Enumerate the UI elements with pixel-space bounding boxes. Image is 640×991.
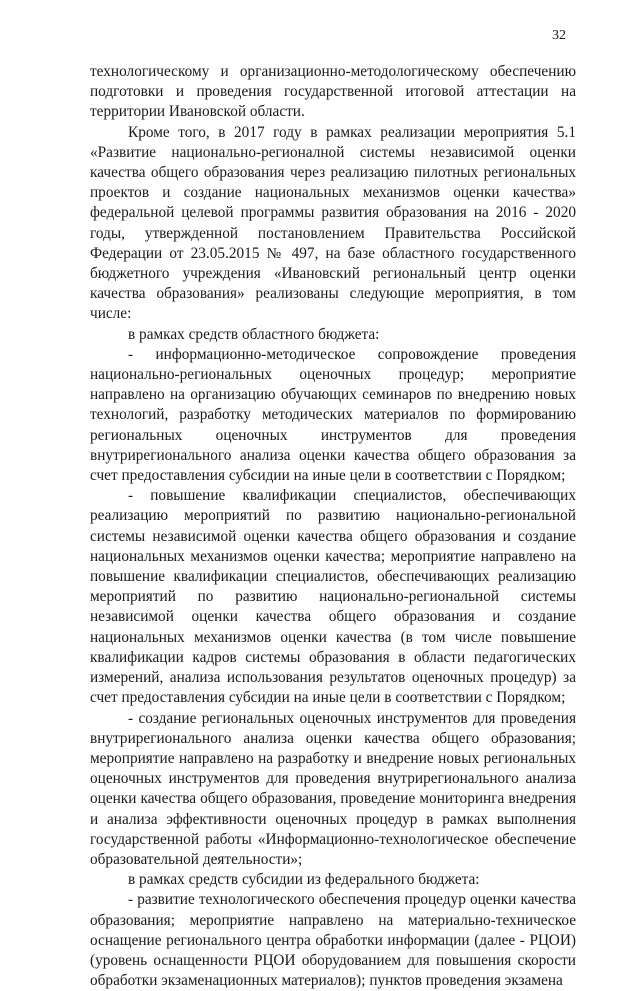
paragraph: - повышение квалификации специалистов, обеспечивающих реализацию мероприятий по развитию национально-региональной системы независимой оценки качества общего образования и создание национальных механизмов оценки качества; мероприятие направлено на повышение квалификации специалистов, обеспечивающих реализацию мероприятий по развитию национально-региональной системы независимой оценки качества общего образования и создание национальных механизмов оценки качества (в том числе повышение квалификации кадров системы образования в области педагогических измерений, анализа использования результатов оценочных процедур) за счет предоставления субсидии на иные цели в соответствии с Порядком; (90, 487, 576, 707)
paragraph: в рамках средств областного бюджета: (128, 325, 380, 343)
paragraph: - создание региональных оценочных инструментов для проведения внутрирегионального анализа оценки качества общего образования; мероприятие направлено на разработку и внедрение новых региональных оценочных инструментов для проведения внутрирегионального анализа оценки качества общего образования, проведение мониторинга внедрения и анализа эффективности оценочных процедур в рамках выполнения государственной работы «Информационно-технологическое обеспечение образовательной деятельности»; (90, 709, 576, 868)
paragraph: - информационно-методическое сопровождение проведения национально-региональных оценочных процедур; мероприятие направлено на организацию обучающих семинаров по внедрению новых технологий, разработку методических материалов по формированию региональных оценочных инструментов для проведения внутрирегионального анализа оценки качества общего образования за счет предоставления субсидии на иные цели в соответствии с Порядком; (90, 345, 576, 485)
page-number: 32 (552, 28, 566, 43)
paragraph: - развитие технологического обеспечения процедур оценки качества образования; мероприятие направлено на материально-техническое оснащение регионального центра обработки информации (далее - РЦОИ) (уровень оснащенности РЦОИ оборудованием для повышения скорости обработки экзаменационных материалов); пунктов проведения экзамена (90, 891, 576, 990)
paragraph: Кроме того, в 2017 году в рамках реализации мероприятия 5.1 «Развитие национально-регионалной системы независимой оценки качества общего образования через реализацию пилотных региональных проектов и создание национальных механизмов оценки качества» федеральной целевой программы развития образования на 2016 - 2020 годы, утвержденной постановлением Правительства Российской Федерации от 23.05.2015 № 497, на базе областного государственного бюджетного учреждения «Ивановский региональный центр оценки качества образования» реализованы следующие мероприятия, в том числе: (90, 123, 576, 323)
paragraph: в рамках средств субсидии из федерального бюджета: (128, 871, 480, 889)
paragraph: технологическому и организационно-методологическому обеспечению подготовки и проведения государственной итоговой аттестации на территории Ивановской области. (90, 63, 576, 121)
document-body (90, 62, 576, 991)
